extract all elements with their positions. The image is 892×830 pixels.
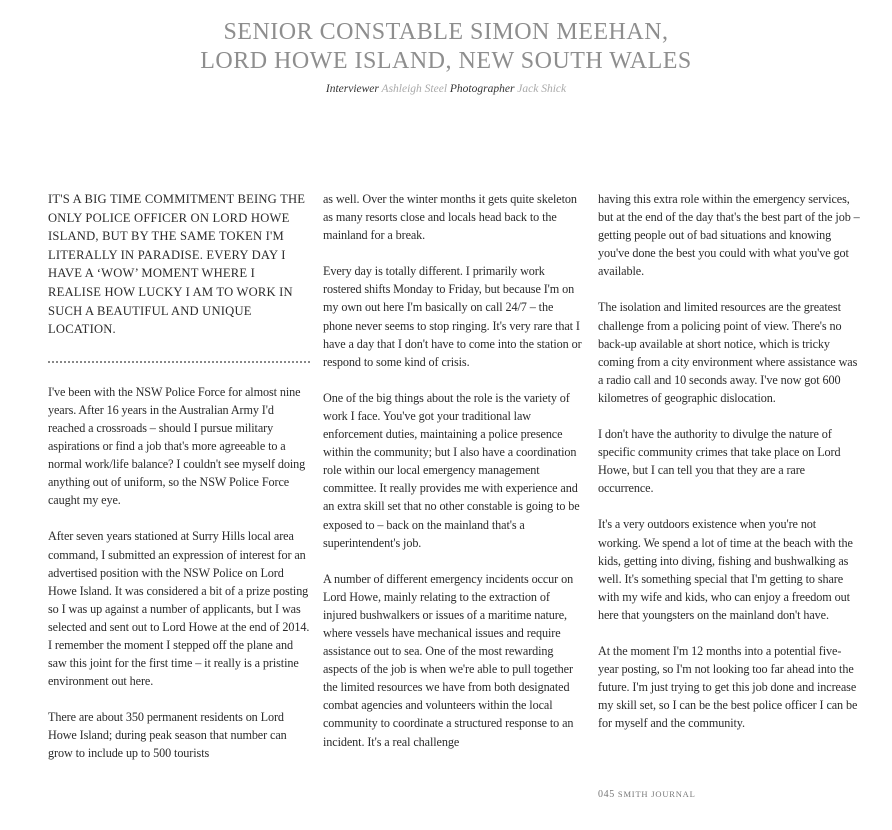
dotted-divider [48,361,310,363]
page-folio [598,789,696,800]
body-paragraph: A number of different emergency incidents occur on Lord Howe, mainly relating to the extraction of injured bushwalkers or issues of a maritime nature, where vessels have mechanical issues and require assistance out to sea. One of the most rewarding aspects of the job is when we're able to pull together the limited resources we have from both designated combat agencies and volunteers within the local community to coordinate a structured response to an incident. It's a real challenge [323,571,574,749]
interviewer-name: Ashleigh Steel [381,83,448,95]
photographer-label: Photographer [449,83,515,95]
credits-line [0,83,892,95]
interviewer-label: Interviewer [325,83,379,95]
column-2 [323,190,585,769]
lead-paragraph: IT'S A BIG TIME COMMITMENT BEING THE ONLY POLICE OFFICER ON LORD HOWE ISLAND, BUT BY THE SAME TOKEN I'M LITERALLY IN PARADISE. EVERY DAY I HAVE A ‘WOW’ MOMENT WHERE I REALISE HOW LUCKY I AM TO WORK IN SUCH A BEAUTIFUL AND UNIQUE LOCATION. [48,192,306,337]
photographer-name: Jack Shick [517,83,567,95]
body-paragraph: At the moment I'm 12 months into a potential five-year posting, so I'm not looking too far ahead into the future. I'm just trying to get this job done and increase my skill set, so I can be the best police officer I can be for myself and the community. [598,643,858,731]
body-paragraph: I don't have the authority to divulge the nature of specific community crimes that take place on Lord Howe, but I can tell you that they are a rare occurrence. [598,427,841,496]
body-paragraph: Every day is totally different. I primarily work rostered shifts Monday to Friday, but because I'm on my own out here I'm basically on call 24/7 – the phone never seems to stop ringing. It's very rare that I have a day that I don't have to come into the station or respond to some kind of crisis. [323,264,582,369]
title-line-1: SENIOR CONSTABLE SIMON MEEHAN, [223,19,669,45]
body-paragraph: It's a very outdoors existence when you're not working. We spend a lot of time at the beach with the kids, getting into diving, fishing and bushwalking as well. It's something special that I'm getting to share with my wife and kids, who can enjoy a freedom out here that youngsters on the mainland don't have. [598,517,853,622]
body-paragraph: There are about 350 permanent residents on Lord Howe Island; during peak season that number can grow to include up to 500 tourists [48,710,287,761]
body-paragraph: One of the big things about the role is the variety of work I face. You've got your traditional law enforcement duties, maintaining a police presence within the community; but I also have a coordination role within our local emergency management committee. It really provides me with experience and an extra skill set that no other constable is going to be exposed to – back on the mainland that's a superintendent's job. [323,390,580,550]
body-paragraph: having this extra role within the emergency services, but at the end of the day that's the best part of the job – getting people out of bad situations and knowing you've done the best you could with what you've got available. [598,192,860,279]
body-paragraph: I've been with the NSW Police Force for almost nine years. After 16 years in the Australian Army I'd reached a crossroads – should I pursue military aspirations or find a job that's more agreeable to a normal work/life balance? I couldn't see myself doing anything out of uniform, so the NSW Police Force caught my eye. [48,384,306,508]
magazine-name: SMITH JOURNAL [617,789,696,799]
article-title [0,18,892,76]
title-line-2: LORD HOWE ISLAND, NEW SOUTH WALES [200,48,692,74]
body-paragraph: as well. Over the winter months it gets quite skeleton as many resorts close and locals head back to the mainland for a break. [323,192,577,243]
page-number: 045 [598,789,615,800]
column-1 [48,190,310,781]
body-paragraph: The isolation and limited resources are the greatest challenge from a policing point of view. There's no back-up available at short notice, which is tricky coming from a city environment where assistance was a radio call and 10 seconds away. I've now got 600 kilometres of geographic dislocation. [598,300,858,405]
column-3 [598,190,860,750]
body-paragraph: After seven years stationed at Surry Hills local area command, I submitted an expression of interest for an advertised position with the NSW Police on Lord Howe Island. It was considered a bit of a prize posting so I was up against a number of applicants, but I was selected and sent out to Lord Howe at the end of 2014. I remember the moment I stepped off the plane and saw this joint for the first time – it really is a pristine environment out here. [48,529,310,689]
